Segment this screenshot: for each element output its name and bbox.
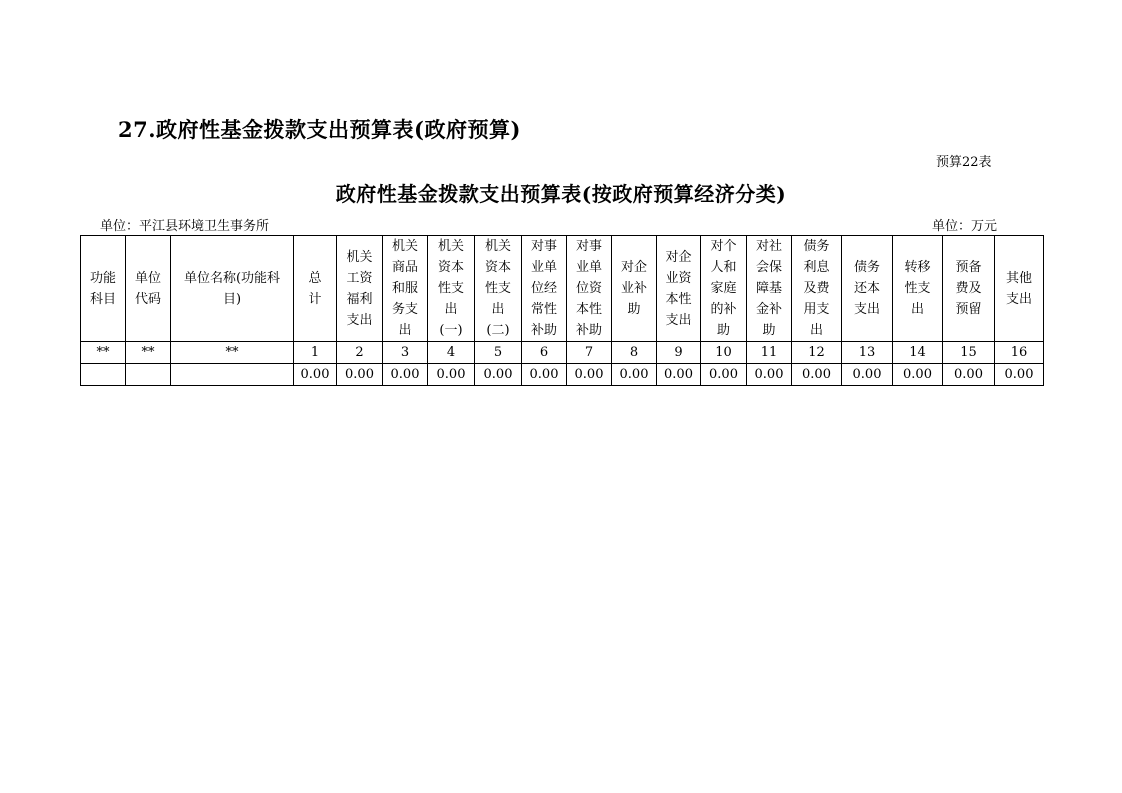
column-index: 14	[893, 342, 943, 364]
column-header: 机关 资本 性支 出 (二)	[475, 236, 522, 342]
table-cell: 0.00	[893, 364, 943, 386]
column-header: 机关 工资 福利 支出	[337, 236, 383, 342]
table-cell: 0.00	[567, 364, 612, 386]
column-header: 其他 支出	[995, 236, 1044, 342]
table-header-row	[81, 236, 1044, 342]
column-index: 13	[842, 342, 893, 364]
column-index: 3	[383, 342, 428, 364]
table-cell: 0.00	[943, 364, 995, 386]
column-header: 总 计	[294, 236, 337, 342]
column-header: 债务 还本 支出	[842, 236, 893, 342]
column-index: 4	[428, 342, 475, 364]
column-index: 1	[294, 342, 337, 364]
page-title: 政府性基金拨款支出预算表(按政府预算经济分类)	[335, 182, 787, 206]
column-index: 5	[475, 342, 522, 364]
table-cell	[126, 364, 171, 386]
column-header: 债务 利息 及费 用支 出	[792, 236, 842, 342]
table-row	[81, 364, 1044, 386]
column-header: 机关 商品 和服 务支 出	[383, 236, 428, 342]
table-cell: 0.00	[383, 364, 428, 386]
table-cell: 0.00	[747, 364, 792, 386]
column-index: **	[126, 342, 171, 364]
column-header: 预备 费及 预留	[943, 236, 995, 342]
table-cell: 0.00	[475, 364, 522, 386]
unit-organization-label: 单位：平江县环境卫生事务所	[100, 219, 270, 234]
budget-table	[80, 235, 1044, 386]
column-header: 单位 代码	[126, 236, 171, 342]
column-header: 功能 科目	[81, 236, 126, 342]
table-cell: 0.00	[701, 364, 747, 386]
table-cell	[171, 364, 294, 386]
table-cell: 0.00	[428, 364, 475, 386]
section-title: 27.政府性基金拨款支出预算表(政府预算)	[118, 117, 521, 142]
column-header: 单位名称(功能科 目)	[171, 236, 294, 342]
column-header: 对个 人和 家庭 的补 助	[701, 236, 747, 342]
column-header: 对事 业单 位经 常性 补助	[522, 236, 567, 342]
column-index: 7	[567, 342, 612, 364]
table-cell	[81, 364, 126, 386]
column-index: 6	[522, 342, 567, 364]
column-index: 11	[747, 342, 792, 364]
column-index: **	[81, 342, 126, 364]
column-index: **	[171, 342, 294, 364]
unit-currency-label: 单位：万元	[932, 219, 998, 234]
table-number: 预算22表	[936, 155, 992, 170]
table-cell: 0.00	[522, 364, 567, 386]
column-header: 机关 资本 性支 出 (一)	[428, 236, 475, 342]
column-index-row	[81, 342, 1044, 364]
table-cell: 0.00	[294, 364, 337, 386]
column-header: 对企 业补 助	[612, 236, 657, 342]
table-cell: 0.00	[612, 364, 657, 386]
table-cell: 0.00	[657, 364, 701, 386]
column-index: 8	[612, 342, 657, 364]
table-cell: 0.00	[792, 364, 842, 386]
column-header: 转移 性支 出	[893, 236, 943, 342]
table-cell: 0.00	[842, 364, 893, 386]
column-index: 2	[337, 342, 383, 364]
column-header: 对事 业单 位资 本性 补助	[567, 236, 612, 342]
table-cell: 0.00	[337, 364, 383, 386]
column-header: 对企 业资 本性 支出	[657, 236, 701, 342]
column-index: 10	[701, 342, 747, 364]
column-index: 16	[995, 342, 1044, 364]
column-header: 对社 会保 障基 金补 助	[747, 236, 792, 342]
column-index: 12	[792, 342, 842, 364]
column-index: 15	[943, 342, 995, 364]
column-index: 9	[657, 342, 701, 364]
table-cell: 0.00	[995, 364, 1044, 386]
